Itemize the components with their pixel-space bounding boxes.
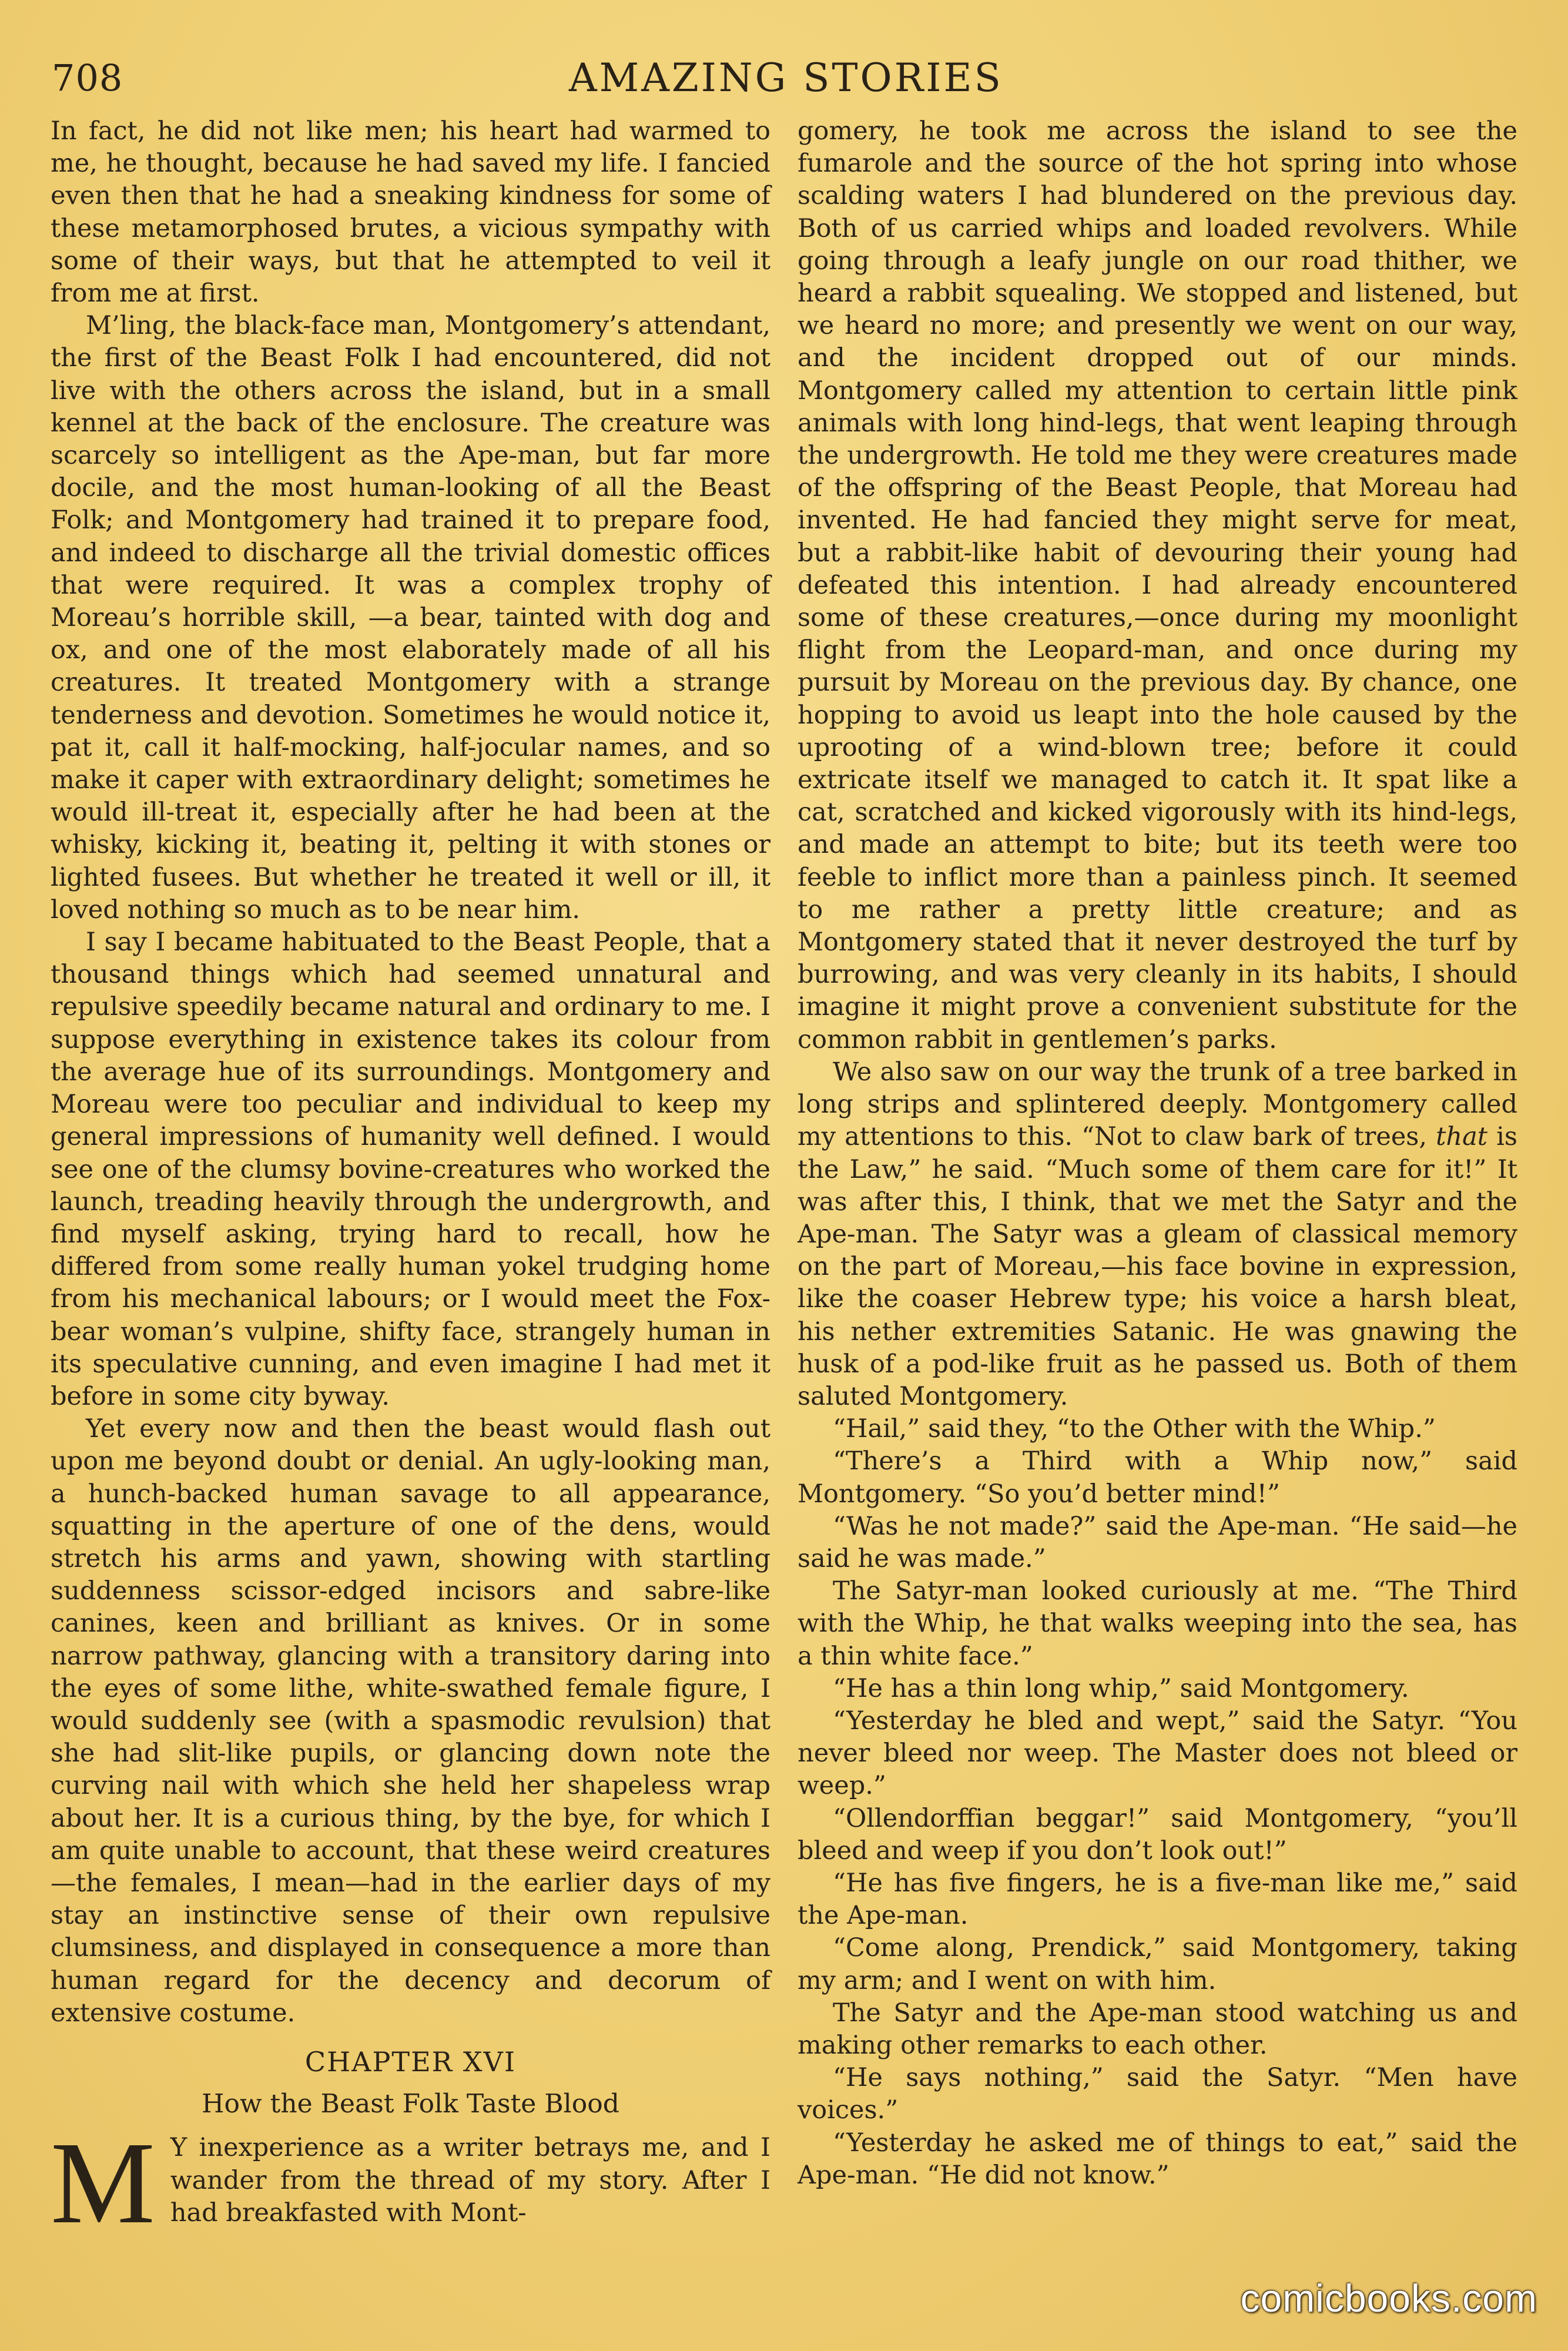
chapter-opening-text: Y inexperience as a writer betrays me, and I wander from the thread of my story. After I had breakfasted with Mont- xyxy=(170,2133,770,2228)
paragraph xyxy=(798,1056,1517,1413)
dialogue-line: “Yesterday he bled and wept,” said the Satyr. “You never bleed nor weep. The Master does not bleed or weep.” xyxy=(798,1706,1517,1801)
dialogue-line: “There’s a Third with a Whip now,” said Montgomery. “So you’d better mind!” xyxy=(798,1446,1517,1509)
chapter-title: How the Beast Folk Taste Blood xyxy=(202,2089,619,2119)
dialogue-line: “Come along, Prendick,” said Montgomery, taking my arm; and I went on with him. xyxy=(798,1933,1517,1995)
dialogue-line: The Satyr-man looked curiously at me. “The Third with the Whip, he that walks weeping into the sea, has a thin white face.” xyxy=(798,1576,1517,1671)
right-column xyxy=(798,115,1517,2192)
paragraph: Yet every now and then the beast would flash out upon me beyond doubt or denial. An ugly-looking man, a hunch-backed human savage to all appearance, squatting in the aperture of one of the dens, would stretch his arms and yawn, showing with startling suddenness scissor-edged incisors and sabre-like canines, keen and brilliant as knives. Or in some narrow pathway, glancing with a transitory daring into the eyes of some lithe, white-swathed female figure, I would suddenly see (with a spasmodic revulsion) that she had slit-like pupils, or glancing down note the curving nail with which she held her shapeless wrap about her. It is a curious thing, by the bye, for which I am quite unable to account, that these weird creatures—the females, I mean—had in the earlier days of my stay an instinctive sense of their own repulsive clumsiness, and displayed in consequence a more than human regard for the decency and decorum of extensive costume. xyxy=(51,1414,770,2028)
chapter-number: CHAPTER XVI xyxy=(304,2045,517,2078)
running-head: AMAZING STORIES xyxy=(569,55,1003,101)
dialogue-line: “He has five fingers, he is a five-man like me,” said the Ape-man. xyxy=(798,1868,1517,1931)
watermark: comicbooks.com xyxy=(1240,2276,1537,2320)
dialogue-line: “Ollendorffian beggar!” said Montgomery, “you’ll bleed and weep if you don’t look out!” xyxy=(798,1803,1517,1866)
dialogue-line: The Satyr and the Ape-man stood watching us and making other remarks to each other. xyxy=(798,1998,1517,2060)
paragraph: M’ling, the black-face man, Montgomery’s attendant, the first of the Beast Folk I had encountered, did not live with the others across the island, but in a small kennel at the back of the enclosure. The creature was scarcely so intelligent as the Ape-man, but far more docile, and the most human-looking of all the Beast Folk; and Montgomery had trained it to prepare food, and indeed to discharge all the trivial domestic offices that were required. It was a complex trophy of Moreau’s horrible skill, —a bear, tainted with dog and ox, and one of the most elaborately made of all his creatures. It treated Montgomery with a strange tenderness and devotion. Sometimes he would notice it, pat it, call it half-mocking, half-jocular names, and so make it caper with extraordinary delight; sometimes he would ill-treat it, especially after he had been at the whisky, kicking it, beating it, pelting it with stones or lighted fusees. But whether he treated it well or ill, it loved nothing so much as to be near him. xyxy=(51,311,770,925)
left-column xyxy=(51,115,770,2249)
dialogue-line: “He says nothing,” said the Satyr. “Men have voices.” xyxy=(798,2063,1517,2125)
paragraph: In fact, he did not like men; his heart had warmed to me, he thought, because he had saved my life. I fancied even then that he had a sneaking kindness for some of these metamorphosed brutes, a vicious sympathy with some of their ways, but that he attempted to veil it from me at first. xyxy=(51,116,770,309)
paragraph-text: is the Law,” he said. “Much some of them care for it!” It was after this, I think, that we met the Satyr and the Ape-man. The Satyr was a gleam of classical memory on the part of Moreau,—his face bovine in expression, like the coaser Hebrew type; his voice a harsh bleat, his nether extremities Satanic. He was gnawing the husk of a pod-like fruit as he passed us. Both of them saluted Montgomery. xyxy=(798,1122,1517,1411)
page-number: 708 xyxy=(52,56,123,99)
paragraph: I say I became habituated to the Beast People, that a thousand things which had seemed unnatural and repulsive speedily became natural and ordinary to me. I suppose everything in existence takes its colour from the average hue of its surroundings. Montgomery and Moreau were too peculiar and individual to keep my general impressions of humanity well defined. I would see one of the clumsy bovine-creatures who worked the launch, treading heavily through the undergrowth, and find myself asking, trying hard to recall, how he differed from some really human yokel trudging home from his mechanical labours; or I would meet the Fox-bear woman’s vulpine, shifty face, strangely human in its speculative cunning, and even imagine I had met it before in some city byway. xyxy=(51,927,770,1411)
paragraph: gomery, he took me across the island to see the fumarole and the source of the hot spring into whose scalding waters I had blundered on the previous day. Both of us carried whips and loaded revolvers. While going through a leafy jungle on our road thither, we heard a rabbit squealing. We stopped and listened, but we heard no more; and presently we went on our way, and the incident dropped out of our minds. Montgomery called my attention to certain little pink animals with long hind-legs, that went leaping through the undergrowth. He told me they were creatures made of the offspring of the Beast People, that Moreau had invented. He had fancied they might serve for meat, but a rabbit-like habit of devouring their young had defeated this intention. I had already encountered some of these creatures,—once during my moonlight flight from the Leopard-man, and once during my pursuit by Moreau on the previous day. By chance, one hopping to avoid us leapt into the hole caused by the uprooting of a wind-blown tree; before it could extricate itself we managed to catch it. It spat like a cat, scratched and kicked vigorously with its hind-legs, and made an attempt to bite; but its teeth were too feeble to inflict more than a painless pinch. It seemed to me rather a pretty little creature; and as Montgomery stated that it never destroyed the turf by burrowing, and was very cleanly in its habits, I should imagine it might prove a convenient substitute for the common rabbit in gentlemen’s parks. xyxy=(798,116,1517,1054)
drop-cap: M xyxy=(51,2118,155,2249)
page-header xyxy=(52,52,1521,105)
chapter-opening-paragraph xyxy=(51,2118,770,2249)
dialogue-line: “Was he not made?” said the Ape-man. “He said—he said he was made.” xyxy=(798,1511,1517,1573)
dialogue-line: “He has a thin long whip,” said Montgomery. xyxy=(833,1673,1409,1703)
emphasis-text: that xyxy=(1436,1122,1488,1152)
dialogue-line: “Hail,” said they, “to the Other with the Whip.” xyxy=(833,1414,1436,1444)
paragraph-text: We also saw on our way the trunk of a tree barked in long strips and splintered deeply. Montgomery called my attentions to this. “Not to claw bark of trees, xyxy=(798,1057,1517,1152)
dialogue-line: “Yesterday he asked me of things to eat,” said the Ape-man. “He did not know.” xyxy=(798,2128,1517,2190)
